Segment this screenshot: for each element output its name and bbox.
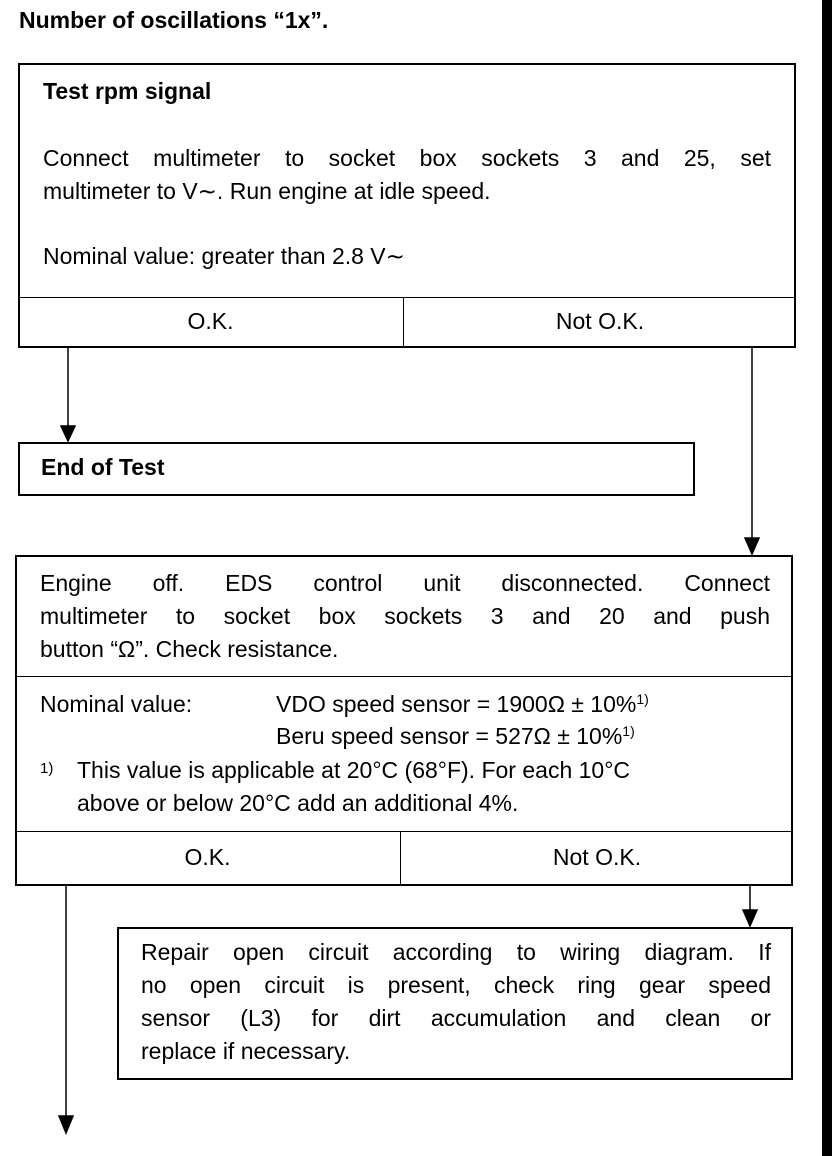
resistance-check-nominal-label: Nominal value: bbox=[40, 691, 193, 717]
resistance-check-instruction-line3: button “Ω”. Check resistance. bbox=[40, 636, 339, 662]
resistance-check-instruction-line2: multimeter to socket box sockets 3 and 20 and push bbox=[40, 603, 770, 629]
resistance-check-ok-cell: O.K. bbox=[184, 844, 231, 870]
test-rpm-signal-ok-cell: O.K. bbox=[187, 308, 234, 334]
repair-instruction-line1: Repair open circuit according to wiring diagram. If bbox=[141, 939, 771, 965]
page-edge-border bbox=[822, 0, 832, 1156]
beru-footnote-ref: 1) bbox=[622, 723, 635, 739]
arrowhead-resistance-check bbox=[745, 538, 759, 554]
test-rpm-signal-title: Test rpm signal bbox=[43, 78, 212, 104]
test-rpm-signal-instruction-line1: Connect multimeter to socket box sockets 3 and 25, set bbox=[43, 145, 771, 171]
arrowhead-repair bbox=[743, 910, 757, 926]
vdo-footnote-ref: 1) bbox=[636, 691, 649, 707]
footnote-line1: This value is applicable at 20°C (68°F). For each 10°C bbox=[77, 757, 631, 783]
end-of-test-label: End of Test bbox=[41, 454, 165, 480]
repair-instruction-line2: no open circuit is present, check ring gear speed bbox=[141, 972, 771, 998]
test-rpm-signal-not-ok-cell: Not O.K. bbox=[555, 308, 645, 334]
footnote-line2: above or below 20°C add an additional 4%. bbox=[77, 790, 519, 816]
test-rpm-signal-nominal-value: Nominal value: greater than 2.8 V∼ bbox=[43, 243, 405, 269]
vdo-speed-sensor-value: VDO speed sensor = 1900Ω ± 10%$^{1)}$ bbox=[276, 691, 649, 717]
repair-instruction-line4: replace if necessary. bbox=[141, 1038, 351, 1064]
beru-speed-sensor-value: Beru speed sensor = 527Ω ± 10%$^{1)}$ bbox=[276, 723, 635, 749]
footnote-mark: 1) bbox=[40, 760, 54, 777]
arrowhead-end-of-test bbox=[61, 426, 75, 441]
resistance-check-not-ok-cell: Not O.K. bbox=[552, 844, 642, 870]
repair-instruction-line3: sensor (L3) for dirt accumulation and clean or bbox=[141, 1005, 771, 1031]
arrowhead-continue bbox=[59, 1116, 73, 1133]
test-rpm-signal-instruction-line2: multimeter to V∼. Run engine at idle speed. bbox=[43, 178, 491, 204]
resistance-check-instruction-line1: Engine off. EDS control unit disconnected. Connect bbox=[40, 570, 770, 596]
page-heading: Number of oscillations “1x”. bbox=[19, 7, 329, 33]
